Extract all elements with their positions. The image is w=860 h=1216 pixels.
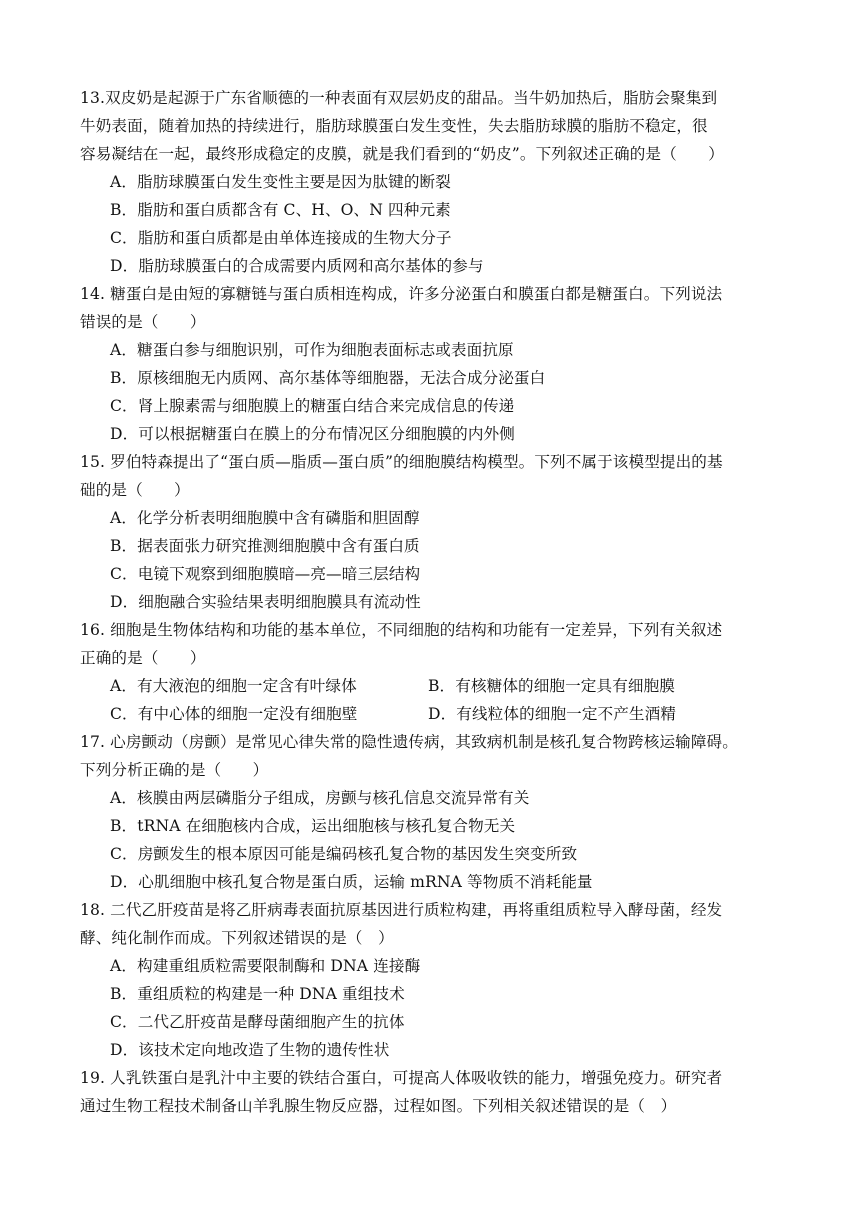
q17-option-a: A．核膜由两层磷脂分子组成，房颤与核孔信息交流异常有关 bbox=[110, 789, 530, 807]
q18-option-d: D．该技术定向地改造了生物的遗传性状 bbox=[110, 1041, 390, 1059]
q15-option-c: C．电镜下观察到细胞膜暗—亮—暗三层结构 bbox=[110, 565, 421, 583]
q17-option-d: D．心肌细胞中核孔复合物是蛋白质，运输 mRNA 等物质不消耗能量 bbox=[110, 873, 593, 891]
q18-stem-line-1: 18. 二代乙肝疫苗是将乙肝病毒表面抗原基因进行质粒构建，再将重组质粒导入酵母菌，经发 bbox=[80, 901, 723, 919]
q16-option-b: B．有核糖体的细胞一定具有细胞膜 bbox=[428, 677, 675, 695]
q18-option-c: C．二代乙肝疫苗是酵母菌细胞产生的抗体 bbox=[110, 1013, 405, 1031]
q14-option-d: D．可以根据糖蛋白在膜上的分布情况区分细胞膜的内外侧 bbox=[110, 425, 515, 443]
q14-option-c: C．肾上腺素需与细胞膜上的糖蛋白结合来完成信息的传递 bbox=[110, 397, 515, 415]
q13-option-d: D．脂肪球膜蛋白的合成需要内质网和高尔基体的参与 bbox=[110, 257, 484, 275]
q13-stem-line-3: 容易凝结在一起，最终形成稳定的皮膜，就是我们看到的“奶皮”。下列叙述正确的是（ ） bbox=[80, 145, 724, 163]
q13-option-b: B．脂肪和蛋白质都含有 C、H、O、N 四种元素 bbox=[110, 201, 451, 219]
q13-option-c: C．脂肪和蛋白质都是由单体连接成的生物大分子 bbox=[110, 229, 452, 247]
q17-option-b: B．tRNA 在细胞核内合成，运出细胞核与核孔复合物无关 bbox=[110, 817, 516, 835]
q16-option-d: D．有线粒体的细胞一定不产生酒精 bbox=[428, 705, 677, 723]
q15-stem-line-2: 础的是（ ） bbox=[80, 481, 190, 499]
q13-option-a: A．脂肪球膜蛋白发生变性主要是因为肽键的断裂 bbox=[110, 173, 451, 191]
q16-stem-line-2: 正确的是（ ） bbox=[80, 649, 206, 667]
q15-option-d: D．细胞融合实验结果表明细胞膜具有流动性 bbox=[110, 593, 421, 611]
q16-stem-line-1: 16. 细胞是生物体结构和功能的基本单位，不同细胞的结构和功能有一定差异，下列有关叙述 bbox=[80, 621, 723, 639]
q16-option-a: A．有大液泡的细胞一定含有叶绿体 bbox=[110, 677, 357, 695]
q15-stem-line-1: 15. 罗伯特森提出了“蛋白质—脂质—蛋白质”的细胞膜结构模型。下列不属于该模型提出的基 bbox=[80, 453, 723, 471]
q14-stem-line-2: 错误的是（ ） bbox=[80, 313, 206, 331]
q14-option-a: A．糖蛋白参与细胞识别，可作为细胞表面标志或表面抗原 bbox=[110, 341, 514, 359]
q18-option-a: A．构建重组质粒需要限制酶和 DNA 连接酶 bbox=[110, 957, 421, 975]
q17-stem-line-2: 下列分析正确的是（ ） bbox=[80, 761, 269, 779]
q13-stem-line-1: 13.双皮奶是起源于广东省顺德的一种表面有双层奶皮的甜品。当牛奶加热后，脂肪会聚集到 bbox=[80, 89, 718, 107]
q17-stem-line-1: 17. 心房颤动（房颤）是常见心律失常的隐性遗传病，其致病机制是核孔复合物跨核运输障碍。 bbox=[80, 733, 738, 751]
q16-option-c: C．有中心体的细胞一定没有细胞壁 bbox=[110, 705, 358, 723]
q18-option-b: B．重组质粒的构建是一种 DNA 重组技术 bbox=[110, 985, 405, 1003]
q13-stem-line-2: 牛奶表面，随着加热的持续进行，脂肪球膜蛋白发生变性，失去脂肪球膜的脂肪不稳定，很 bbox=[80, 117, 708, 135]
q15-option-b: B．据表面张力研究推测细胞膜中含有蛋白质 bbox=[110, 537, 420, 555]
q14-stem-line-1: 14. 糖蛋白是由短的寡糖链与蛋白质相连构成，许多分泌蛋白和膜蛋白都是糖蛋白。下列说法 bbox=[80, 285, 723, 303]
q19-stem-line-1: 19. 人乳铁蛋白是乳汁中主要的铁结合蛋白，可提高人体吸收铁的能力，增强免疫力。研究者 bbox=[80, 1069, 723, 1087]
q19-stem-line-2: 通过生物工程技术制备山羊乳腺生物反应器，过程如图。下列相关叙述错误的是（ ） bbox=[80, 1097, 677, 1115]
q18-stem-line-2: 酵、纯化制作而成。下列叙述错误的是（ ） bbox=[80, 929, 394, 947]
q17-option-c: C．房颤发生的根本原因可能是编码核孔复合物的基因发生突变所致 bbox=[110, 845, 578, 863]
q15-option-a: A．化学分析表明细胞膜中含有磷脂和胆固醇 bbox=[110, 509, 420, 527]
q14-option-b: B．原核细胞无内质网、高尔基体等细胞器，无法合成分泌蛋白 bbox=[110, 369, 546, 387]
